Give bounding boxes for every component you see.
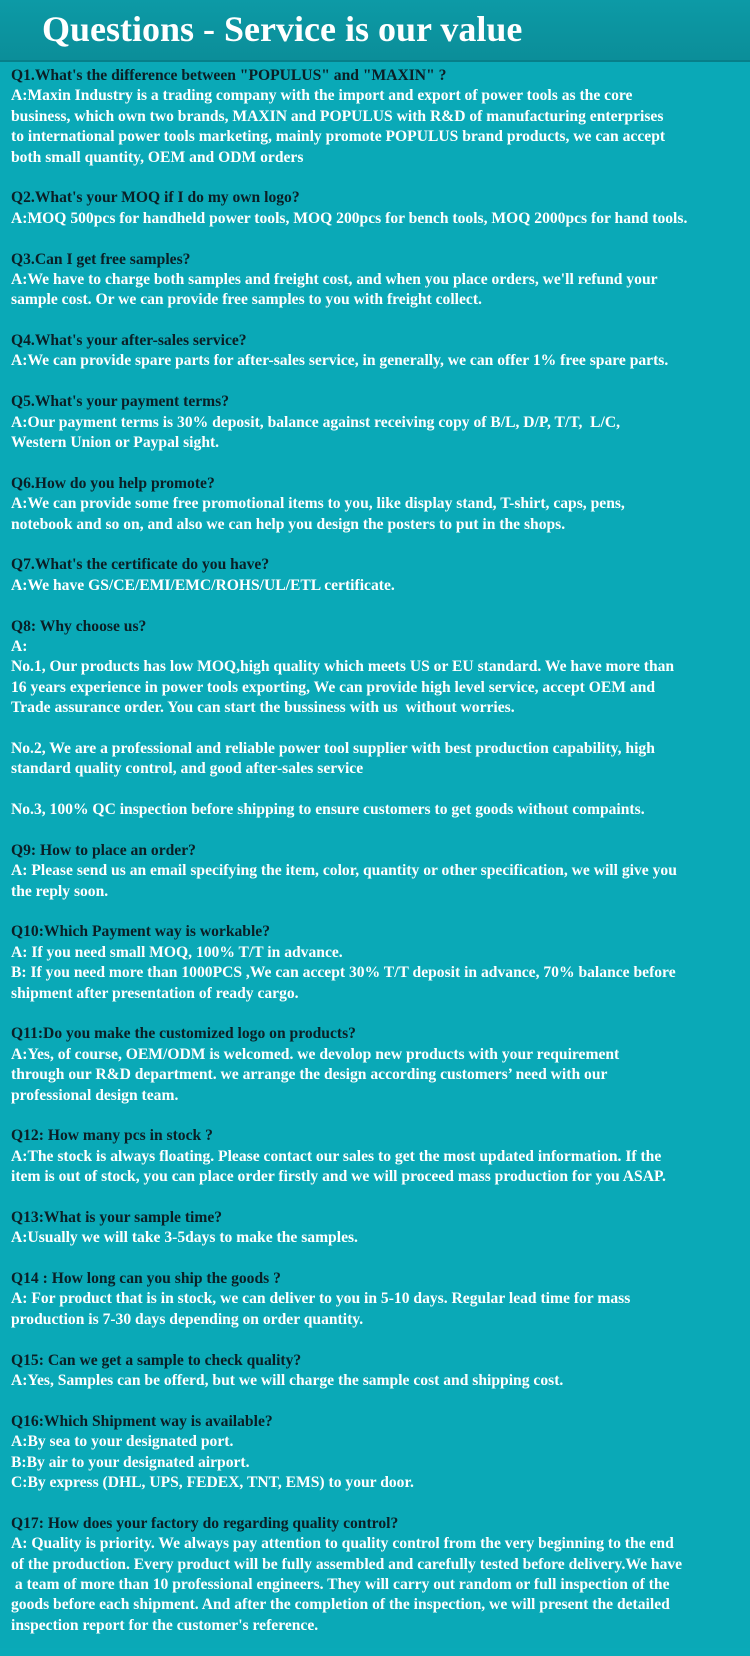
faq-answer-line: Trade assurance order. You can start the bussiness with us without worries. — [11, 699, 515, 717]
faq-answer-line: A: Quality is priority. We always pay attention to quality control from the very beginning to the end — [11, 1535, 674, 1553]
paragraph-gap — [11, 780, 746, 800]
faq-answer-line: A:Yes, Samples can be offerd, but we will charge the sample cost and shipping cost. — [11, 1372, 564, 1389]
faq-question: Q17: How does your factory do regarding quality control? — [11, 1514, 399, 1532]
faq-answer-line: No.3, 100% QC inspection before shipping to ensure customers to get goods without compaints. — [11, 801, 645, 819]
faq-answer-line: through our R&D department. we arrange the design according customers’ need with our — [11, 1066, 608, 1084]
faq-answer-line: No.1, Our products has low MOQ,high quality which meets US or EU standard. We have more than — [11, 658, 675, 676]
faq-list — [11, 66, 746, 1656]
faq-question: Q12: How many pcs in stock ? — [11, 1127, 213, 1145]
faq-question: Q16:Which Shipment way is available? — [11, 1412, 273, 1430]
faq-item — [11, 1269, 746, 1330]
faq-question: Q1.What's the difference between "POPULUS" and "MAXIN" ? — [11, 67, 447, 84]
faq-answer-line: of the production. Every product will be fully assembled and carefully tested before delivery.We have — [11, 1555, 683, 1573]
faq-question: Q4.What's your after-sales service? — [11, 332, 247, 350]
page-title: Questions - Service is our value — [42, 9, 523, 49]
faq-answer-line: business, which own two brands, MAXIN and POPULUS with R&D of manufacturing enterprises — [11, 107, 664, 125]
faq-answer-line: A:Our payment terms is 30% deposit, balance against receiving copy of B/L, D/P, T/T, L/C, — [11, 413, 621, 431]
faq-question: Q15: Can we get a sample to check quality? — [11, 1351, 302, 1369]
faq-answer-line: 16 years experience in power tools exporting, We can provide high level service, accept OEM and — [11, 678, 656, 696]
faq-item — [11, 392, 746, 453]
faq-answer-line: A:We can provide some free promotional items to you, like display stand, T-shirt, caps, pens, — [11, 495, 625, 513]
faq-item — [11, 841, 746, 902]
faq-question: Q6.How do you help promote? — [11, 474, 215, 492]
faq-answer-line: sample cost. Or we can provide free samples to you with freight collect. — [11, 291, 482, 309]
faq-answer-line: a team of more than 10 professional engineers. They will carry out random or full inspection of the — [11, 1575, 670, 1593]
faq-item — [11, 1024, 746, 1106]
faq-answer-line: inspection report for the customer's reference. — [11, 1616, 319, 1634]
faq-answer-line: to international power tools marketing, mainly promote POPULUS brand products, we can accept — [11, 128, 666, 146]
faq-answer-line: the reply soon. — [11, 882, 109, 900]
faq-question: Q13:What is your sample time? — [11, 1208, 223, 1226]
faq-question: Q8: Why choose us? — [11, 617, 147, 635]
faq-answer-line: A:We have to charge both samples and freight cost, and when you place orders, we'll refund your — [11, 270, 658, 288]
faq-answer-line: A: Please send us an email specifying the item, color, quantity or other specification, we will give you — [11, 862, 677, 880]
faq-answer-line: A:We can provide spare parts for after-sales service, in generally, we can offer 1% free spare parts. — [11, 352, 669, 370]
title-banner — [0, 0, 750, 62]
faq-answer-line: C:By express (DHL, UPS, FEDEX, TNT, EMS) to your door. — [11, 1473, 414, 1491]
faq-question: Q11:Do you make the customized logo on products? — [11, 1025, 356, 1043]
faq-answer-line: A:Yes, of course, OEM/ODM is welcomed. we devolop new products with your requirement — [11, 1045, 620, 1063]
faq-item — [11, 474, 746, 535]
faq-answer-line: No.2, We are a professional and reliable power tool supplier with best production capability, high — [11, 739, 655, 757]
faq-item — [11, 922, 746, 1004]
faq-item — [11, 1351, 746, 1392]
faq-item — [11, 250, 746, 311]
faq-item — [11, 1208, 746, 1249]
faq-answer-line: shipment after presentation of ready cargo. — [11, 984, 299, 1002]
faq-item — [11, 1514, 746, 1636]
faq-answer-line: item is out of stock, you can place order firstly and we will proceed mass production for you ASAP. — [11, 1168, 666, 1186]
faq-question: Q7.What's the certificate do you have? — [11, 556, 270, 574]
faq-item — [11, 188, 746, 229]
faq-answer-line: Western Union or Paypal sight. — [11, 434, 220, 452]
faq-answer-line: B:By air to your designated airport. — [11, 1453, 250, 1471]
faq-question: Q10:Which Payment way is workable? — [11, 923, 271, 941]
faq-item — [11, 617, 746, 821]
faq-answer-line: goods before each shipment. And after the completion of the inspection, we will present the detailed — [11, 1596, 670, 1614]
faq-question: Q9: How to place an order? — [11, 841, 196, 859]
faq-answer-line: standard quality control, and good after-sales service — [11, 760, 364, 778]
faq-answer-line: A:Maxin Industry is a trading company with the import and export of power tools as the core — [11, 87, 633, 105]
faq-answer-line: notebook and so on, and also we can help you design the posters to put in the shops. — [11, 515, 566, 533]
faq-item — [11, 331, 746, 372]
faq-answer-line: A: If you need small MOQ, 100% T/T in advance. — [11, 943, 343, 961]
faq-item — [11, 66, 746, 168]
faq-question: Q3.Can I get free samples? — [11, 250, 191, 268]
faq-answer-line: both small quantity, OEM and ODM orders — [11, 148, 304, 166]
paragraph-gap — [11, 719, 746, 739]
faq-answer-line: A:By sea to your designated port. — [11, 1433, 234, 1451]
faq-answer-line: B: If you need more than 1000PCS ,We can accept 30% T/T deposit in advance, 70% balance before — [11, 964, 676, 982]
faq-answer-line: professional design team. — [11, 1086, 179, 1104]
faq-item — [11, 1412, 746, 1494]
faq-item — [11, 555, 746, 596]
faq-answer-line: A:MOQ 500pcs for handheld power tools, MOQ 200pcs for bench tools, MOQ 2000pcs for hand tools. — [11, 209, 688, 227]
faq-question: Q2.What's your MOQ if I do my own logo? — [11, 189, 300, 207]
faq-answer-line: production is 7-30 days depending on order quantity. — [11, 1310, 364, 1328]
faq-answer-line: A: For product that is in stock, we can deliver to you in 5-10 days. Regular lead time for mass — [11, 1290, 631, 1308]
faq-answer-line: A: — [11, 637, 28, 655]
faq-answer-line: A:The stock is always floating. Please contact our sales to get the most updated information. If the — [11, 1147, 662, 1165]
faq-question: Q14 : How long can you ship the goods ? — [11, 1270, 281, 1288]
faq-answer-line: A:Usually we will take 3-5days to make the samples. — [11, 1229, 358, 1247]
faq-answer-line: A:We have GS/CE/EMI/EMC/ROHS/UL/ETL certificate. — [11, 576, 395, 594]
faq-item — [11, 1126, 746, 1187]
faq-question: Q5.What's your payment terms? — [11, 393, 230, 411]
